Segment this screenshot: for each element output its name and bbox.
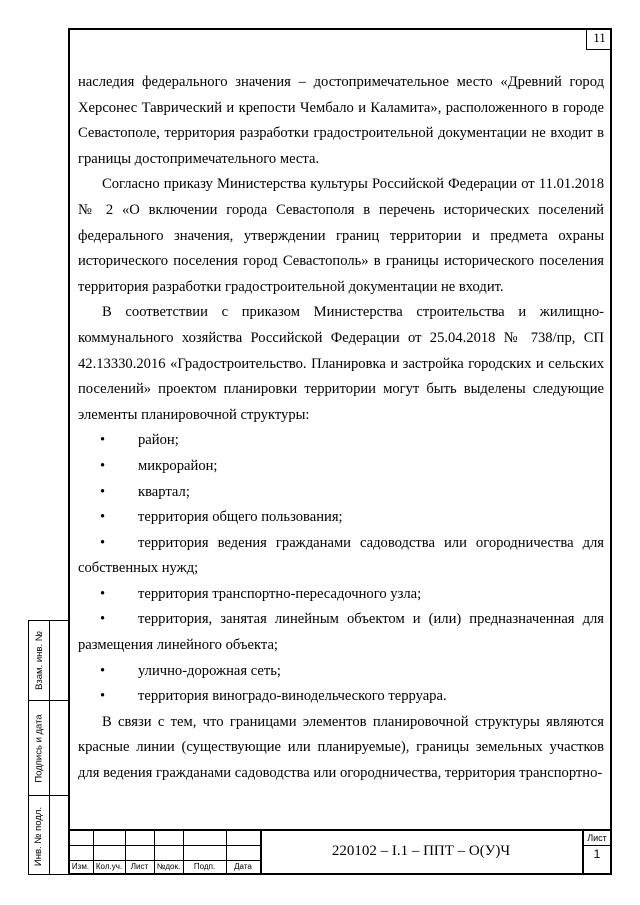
paragraph-4: В связи с тем, что границами элементов планировочной структуры являются красные линии (существующие или планируемые), границы земельных участков для ведения гражданами садоводства или огородничества, территория транспортно- [78,713,604,782]
col-header: Дата [234,862,252,871]
bullet-icon: • [100,662,106,679]
list-item: • территория ведения гражданами садоводства или огородничества для собственных нужд; [78,531,604,582]
bullet-icon: • [100,585,106,602]
bullet-icon: • [100,483,106,500]
list-item: • территория, занятая линейным объектом и (или) предназначенная для размещения линейного объекта; [78,607,604,658]
title-block [68,829,612,875]
paragraph-3: В соответствии с приказом Министерства строительства и жилищно-коммунального хозяйства Российской Федерации от 25.04.2018 № 738/пр, СП 42.13330.2016 «Градостроительство. Планировка и застройка городских и сельских поселений» проектом планировки территории могут быть выделены следующие элементы планировочной структуры: [78,304,604,423]
bullet-icon: • [100,611,106,628]
bullet-icon: • [100,457,106,474]
document-code: 220102 – І.1 – ППТ – О(У)Ч [331,843,511,859]
sheet-number: 1 [593,847,601,861]
paragraph-1: наследия федерального значения – достопримечательное место «Древний город Херсонес Таврический и крепости Чембало и Каламита», расположенного в городе Севастополе, территория разработки градостроительной документации не входит в границы достопримечательного места. [78,74,604,167]
list-item: • район; [78,428,604,454]
list-item: • квартал; [78,480,604,506]
list-item: • территория общего пользования; [78,505,604,531]
document-body [78,70,604,787]
col-header: Подп. [193,862,216,871]
bullet-icon: • [100,688,106,705]
list-item: • микрорайон; [78,454,604,480]
side-stamp [28,620,68,875]
list-item: • улично-дорожная сеть; [78,659,604,685]
vzam-label: Взам. инв. № [29,621,49,701]
bullet-icon: • [100,509,106,526]
list-item: • территория транспортно-пересадочного узла; [78,582,604,608]
page-number: 11 [586,28,612,50]
revision-grid [68,831,260,875]
inv-label: Инв. № подл. [33,806,45,866]
col-header: №док. [156,862,181,871]
col-header: Кол.уч. [95,862,123,871]
col-header: Изм. [71,862,90,871]
bullet-icon: • [100,432,106,449]
bullet-icon: • [100,534,106,551]
podpis-label: Подпись и дата [29,701,49,796]
paragraph-2: Согласно приказу Министерства культуры Российской Федерации от 11.01.2018 № 2 «О включении города Севастополя в перечень исторических поселений федерального значения, утверждении границ территории и предмета охраны исторического поселения город Севастополь» в границы исторического поселения территория разработки градостроительной документации не входит. [78,176,604,295]
col-header: Лист [130,862,149,871]
sheet-label: Лист [582,831,612,846]
list-item: • территория виноградо-винодельческого терруара. [78,684,604,710]
